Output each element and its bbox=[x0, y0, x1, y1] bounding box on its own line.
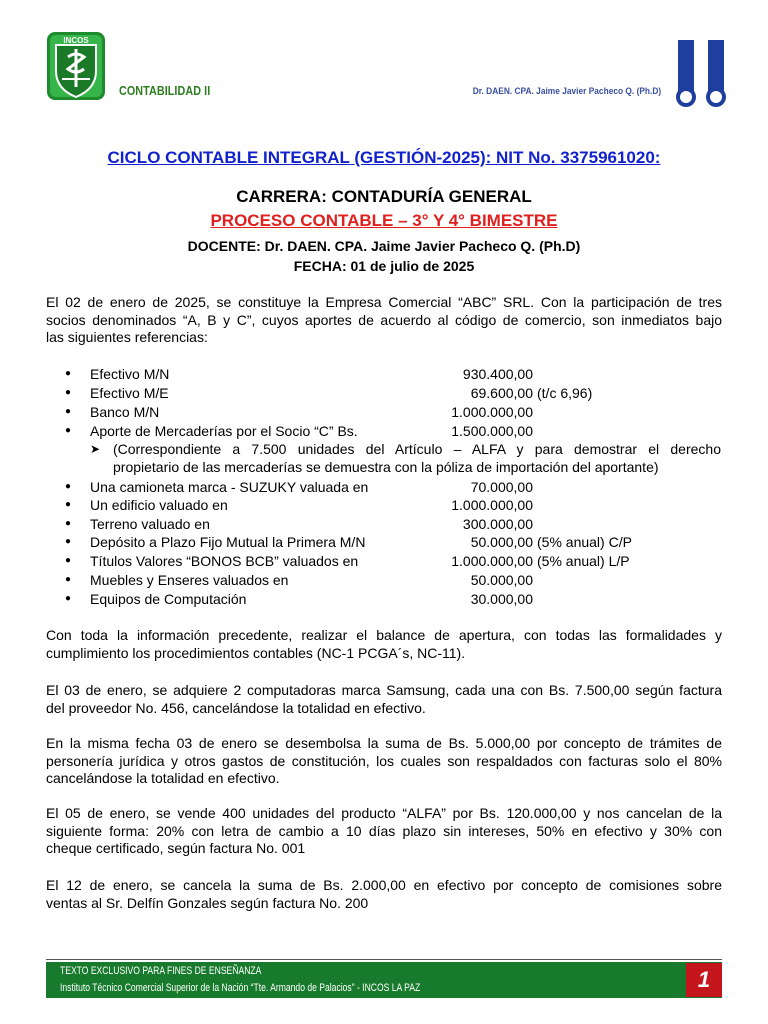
bullet-icon: ● bbox=[65, 387, 72, 398]
footer-institution: Instituto Técnico Comercial Superior de la Nación “Tte. Armando de Palacios” - INCOS LA PAZ bbox=[60, 982, 421, 994]
list-item: ● Una camioneta marca - SUZUKY valuada en 70.000,00 bbox=[65, 479, 533, 495]
arrow-bullet-icon: ➤ bbox=[90, 442, 101, 456]
document-title: CICLO CONTABLE INTEGRAL (GESTIÓN-2025): NIT No. 3375961020: bbox=[107, 148, 661, 167]
bullet-icon: ● bbox=[65, 555, 72, 566]
list-item: ● Títulos Valores “BONOS BCB” valuados en 1.000.000,00 (5% anual) L/P bbox=[65, 553, 630, 569]
bullet-icon: ● bbox=[65, 425, 72, 436]
date-line: FECHA: 01 de julio de 2025 bbox=[293, 258, 475, 274]
career-heading: CARRERA: CONTADURÍA GENERAL bbox=[236, 187, 532, 206]
course-name: CONTABILIDAD II bbox=[119, 84, 211, 98]
footer-disclaimer: TEXTO EXCLUSIVO PARA FINES DE ENSEÑANZA bbox=[60, 965, 262, 977]
list-item: ● Muebles y Enseres valuados en 50.000,00 bbox=[65, 572, 533, 588]
list-item: ● Un edificio valuado en 1.000.000,00 bbox=[65, 497, 533, 513]
list-item: ● Terreno valuado en 300.000,00 bbox=[65, 516, 533, 532]
bullet-icon: ● bbox=[65, 593, 72, 604]
paragraph-jan-12-commission: El 12 de enero, se cancela la suma de Bs. 2.000,00 en efectivo por concepto de comisiones sobre ventas al Sr. Delfín Gonzales según factura No. 200 bbox=[46, 877, 722, 911]
intro-paragraph: El 02 de enero de 2025, se constituye la Empresa Comercial “ABC” SRL. Con la participación de tres socios denominados “A, B y C”, cuyos aportes de acuerdo al código de comercio, son inmediatos bajo las siguientes referencias: bbox=[46, 294, 722, 345]
bullet-icon: ● bbox=[65, 406, 72, 417]
author-name: Dr. DAEN. CPA. Jaime Javier Pacheco Q. (Ph.D) bbox=[472, 86, 661, 97]
list-item: ● Efectivo M/N 930.400,00 bbox=[65, 366, 533, 382]
teacher-line: DOCENTE: Dr. DAEN. CPA. Jaime Javier Pacheco Q. (Ph.D) bbox=[187, 238, 581, 254]
page-header bbox=[0, 0, 768, 120]
bullet-icon: ● bbox=[65, 499, 72, 510]
list-item: ● Banco M/N 1.000.000,00 bbox=[65, 404, 533, 420]
list-item: ● Efectivo M/E 69.600,00 (t/c 6,96) bbox=[65, 385, 593, 401]
paragraph-jan-03-expenses: En la misma fecha 03 de enero se desembolsa la suma de Bs. 5.000,00 por concepto de trámites de personería jurídica y otros gastos de constitución, los cuales son respaldados con facturas solo el 80% cancelándose la totalidad en efectivo. bbox=[46, 735, 722, 786]
page-footer bbox=[46, 962, 722, 998]
process-heading: PROCESO CONTABLE – 3° Y 4° BIMESTRE bbox=[210, 211, 558, 230]
twin-bar-brand-icon bbox=[674, 40, 730, 108]
paragraph-jan-05-sale: El 05 de enero, se vende 400 unidades del producto “ALFA” por Bs. 120.000,00 y nos cancelan de la siguiente forma: 20% con letra de cambio a 10 días plazo sin intereses, 50% en efectivo y 30% con cheque certificado, según factura No. 001 bbox=[46, 805, 722, 856]
sub-note: ➤ (Correspondiente a 7.500 unidades del Artículo – ALFA y para demostrar el derecho propietario de las mercaderías se demuestra con la póliza de importación del aportante) bbox=[90, 441, 721, 475]
paragraph-balance: Con toda la información precedente, realizar el balance de apertura, con todas las formalidades y cumplimiento los procedimientos contables (NC-1 PCGA´s, NC-11). bbox=[46, 627, 722, 661]
footer-divider bbox=[46, 959, 722, 960]
svg-text:INCOS: INCOS bbox=[63, 36, 89, 45]
bullet-icon: ● bbox=[65, 368, 72, 379]
incos-logo-icon bbox=[46, 31, 106, 101]
list-item: ● Equipos de Computación 30.000,00 bbox=[65, 591, 533, 607]
page-number: 1 bbox=[686, 963, 722, 997]
list-item: ● Depósito a Plazo Fijo Mutual la Primera M/N 50.000,00 (5% anual) C/P bbox=[65, 534, 632, 550]
bullet-icon: ● bbox=[65, 574, 72, 585]
bullet-icon: ● bbox=[65, 481, 72, 492]
list-item: ● Aporte de Mercaderías por el Socio “C” Bs. 1.500.000,00 bbox=[65, 423, 533, 439]
paragraph-jan-03-computers: El 03 de enero, se adquiere 2 computadoras marca Samsung, cada una con Bs. 7.500,00 según factura del proveedor No. 456, cancelándose la totalidad en efectivo. bbox=[46, 682, 722, 716]
bullet-icon: ● bbox=[65, 518, 72, 529]
bullet-icon: ● bbox=[65, 536, 72, 547]
